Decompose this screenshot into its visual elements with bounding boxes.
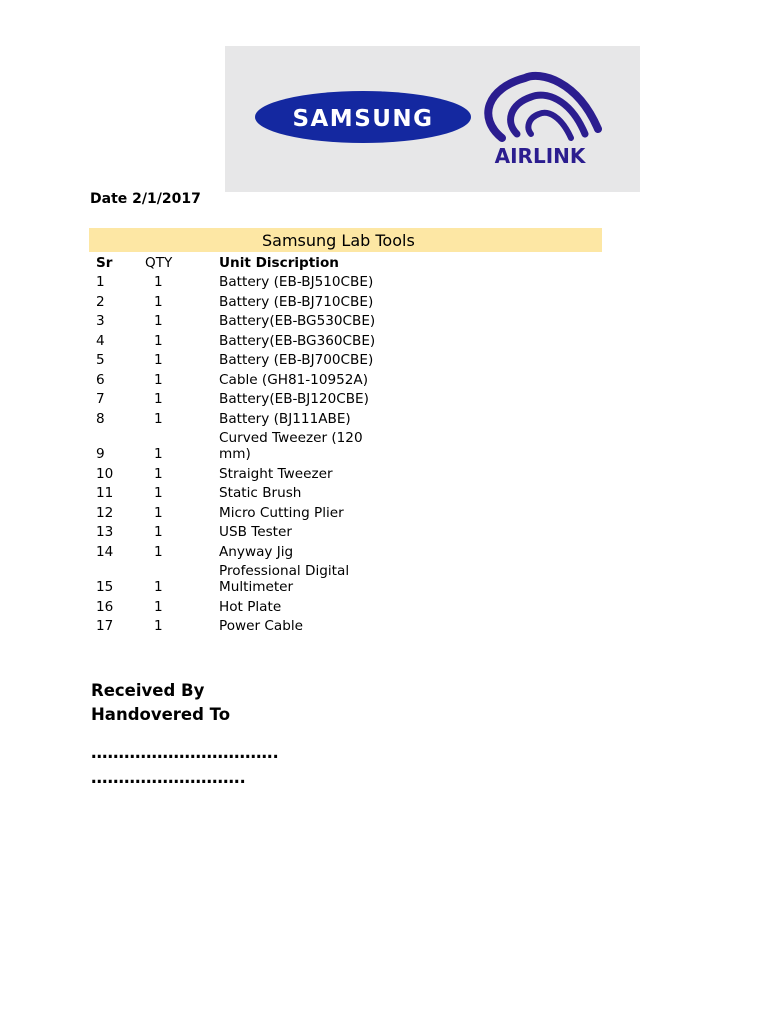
signature-line-handovered: ………………………. bbox=[91, 768, 246, 787]
row-qty: 1 bbox=[154, 352, 163, 368]
row-qty: 1 bbox=[154, 446, 163, 462]
row-qty: 1 bbox=[154, 598, 163, 615]
table-title: Samsung Lab Tools bbox=[262, 231, 415, 250]
row-description: Battery(EB-BJ120CBE) bbox=[219, 391, 369, 407]
row-qty: 1 bbox=[154, 332, 163, 349]
airlink-logo bbox=[488, 76, 598, 168]
row-description: Cable (GH81-10952A) bbox=[219, 371, 369, 388]
row-sr: 10 bbox=[96, 465, 114, 482]
row-sr: 4 bbox=[96, 332, 105, 349]
row-sr: 5 bbox=[96, 352, 105, 368]
row-sr: 11 bbox=[96, 485, 114, 501]
airlink-logo-text: AIRLINK bbox=[494, 144, 586, 168]
row-sr: 15 bbox=[96, 579, 114, 595]
header-sr: Sr bbox=[96, 255, 113, 271]
row-qty: 1 bbox=[154, 504, 163, 521]
row-sr: 1 bbox=[96, 274, 105, 290]
row-sr: 9 bbox=[96, 446, 105, 462]
header-qty: QTY bbox=[145, 255, 173, 271]
row-qty: 1 bbox=[154, 274, 163, 290]
row-description: Battery (EB-BJ510CBE) bbox=[219, 274, 374, 290]
document-date: Date 2/1/2017 bbox=[90, 191, 201, 207]
header-description: Unit Discription bbox=[219, 255, 339, 271]
row-sr: 13 bbox=[96, 524, 114, 540]
row-sr: 6 bbox=[96, 371, 105, 388]
row-qty: 1 bbox=[154, 371, 163, 388]
row-sr: 2 bbox=[96, 293, 105, 310]
row-qty: 1 bbox=[154, 543, 163, 560]
row-qty: 1 bbox=[154, 485, 163, 501]
row-description: mm) bbox=[219, 446, 251, 462]
row-sr: 14 bbox=[96, 543, 114, 560]
row-qty: 1 bbox=[154, 465, 163, 482]
row-qty: 1 bbox=[154, 524, 163, 540]
row-description: Static Brush bbox=[219, 485, 302, 501]
row-description: Battery (BJ111ABE) bbox=[219, 410, 351, 427]
row-qty: 1 bbox=[154, 313, 163, 329]
row-description: Power Cable bbox=[219, 618, 304, 634]
row-description: Curved Tweezer (120 bbox=[219, 430, 363, 446]
company-logos bbox=[225, 46, 640, 192]
row-sr: 17 bbox=[96, 618, 114, 634]
row-sr: 16 bbox=[96, 598, 114, 615]
samsung-logo bbox=[255, 91, 471, 143]
signature-line-received: ……………………………. bbox=[91, 743, 279, 762]
row-qty: 1 bbox=[154, 579, 163, 595]
row-description: Battery(EB-BG530CBE) bbox=[219, 313, 376, 329]
row-description: Professional Digital bbox=[219, 563, 350, 579]
row-description: Multimeter bbox=[219, 579, 294, 595]
row-sr: 12 bbox=[96, 504, 114, 521]
row-qty: 1 bbox=[154, 410, 163, 427]
row-description: Battery(EB-BG360CBE) bbox=[219, 332, 376, 349]
row-description: USB Tester bbox=[219, 524, 292, 540]
row-qty: 1 bbox=[154, 391, 163, 407]
samsung-logo-text: SAMSUNG bbox=[292, 106, 434, 132]
row-description: Hot Plate bbox=[219, 598, 282, 615]
row-description: Anyway Jig bbox=[219, 543, 294, 560]
row-sr: 8 bbox=[96, 410, 105, 427]
row-description: Straight Tweezer bbox=[219, 465, 333, 482]
row-description: Micro Cutting Plier bbox=[219, 504, 344, 521]
row-description: Battery (EB-BJ710CBE) bbox=[219, 293, 374, 310]
row-description: Battery (EB-BJ700CBE) bbox=[219, 352, 374, 368]
handovered-to-label: Handovered To bbox=[91, 705, 231, 724]
row-sr: 3 bbox=[96, 313, 105, 329]
row-qty: 1 bbox=[154, 618, 163, 634]
row-qty: 1 bbox=[154, 293, 163, 310]
table-title-bar bbox=[89, 228, 602, 252]
row-sr: 7 bbox=[96, 391, 105, 407]
received-by-label: Received By bbox=[91, 681, 205, 700]
